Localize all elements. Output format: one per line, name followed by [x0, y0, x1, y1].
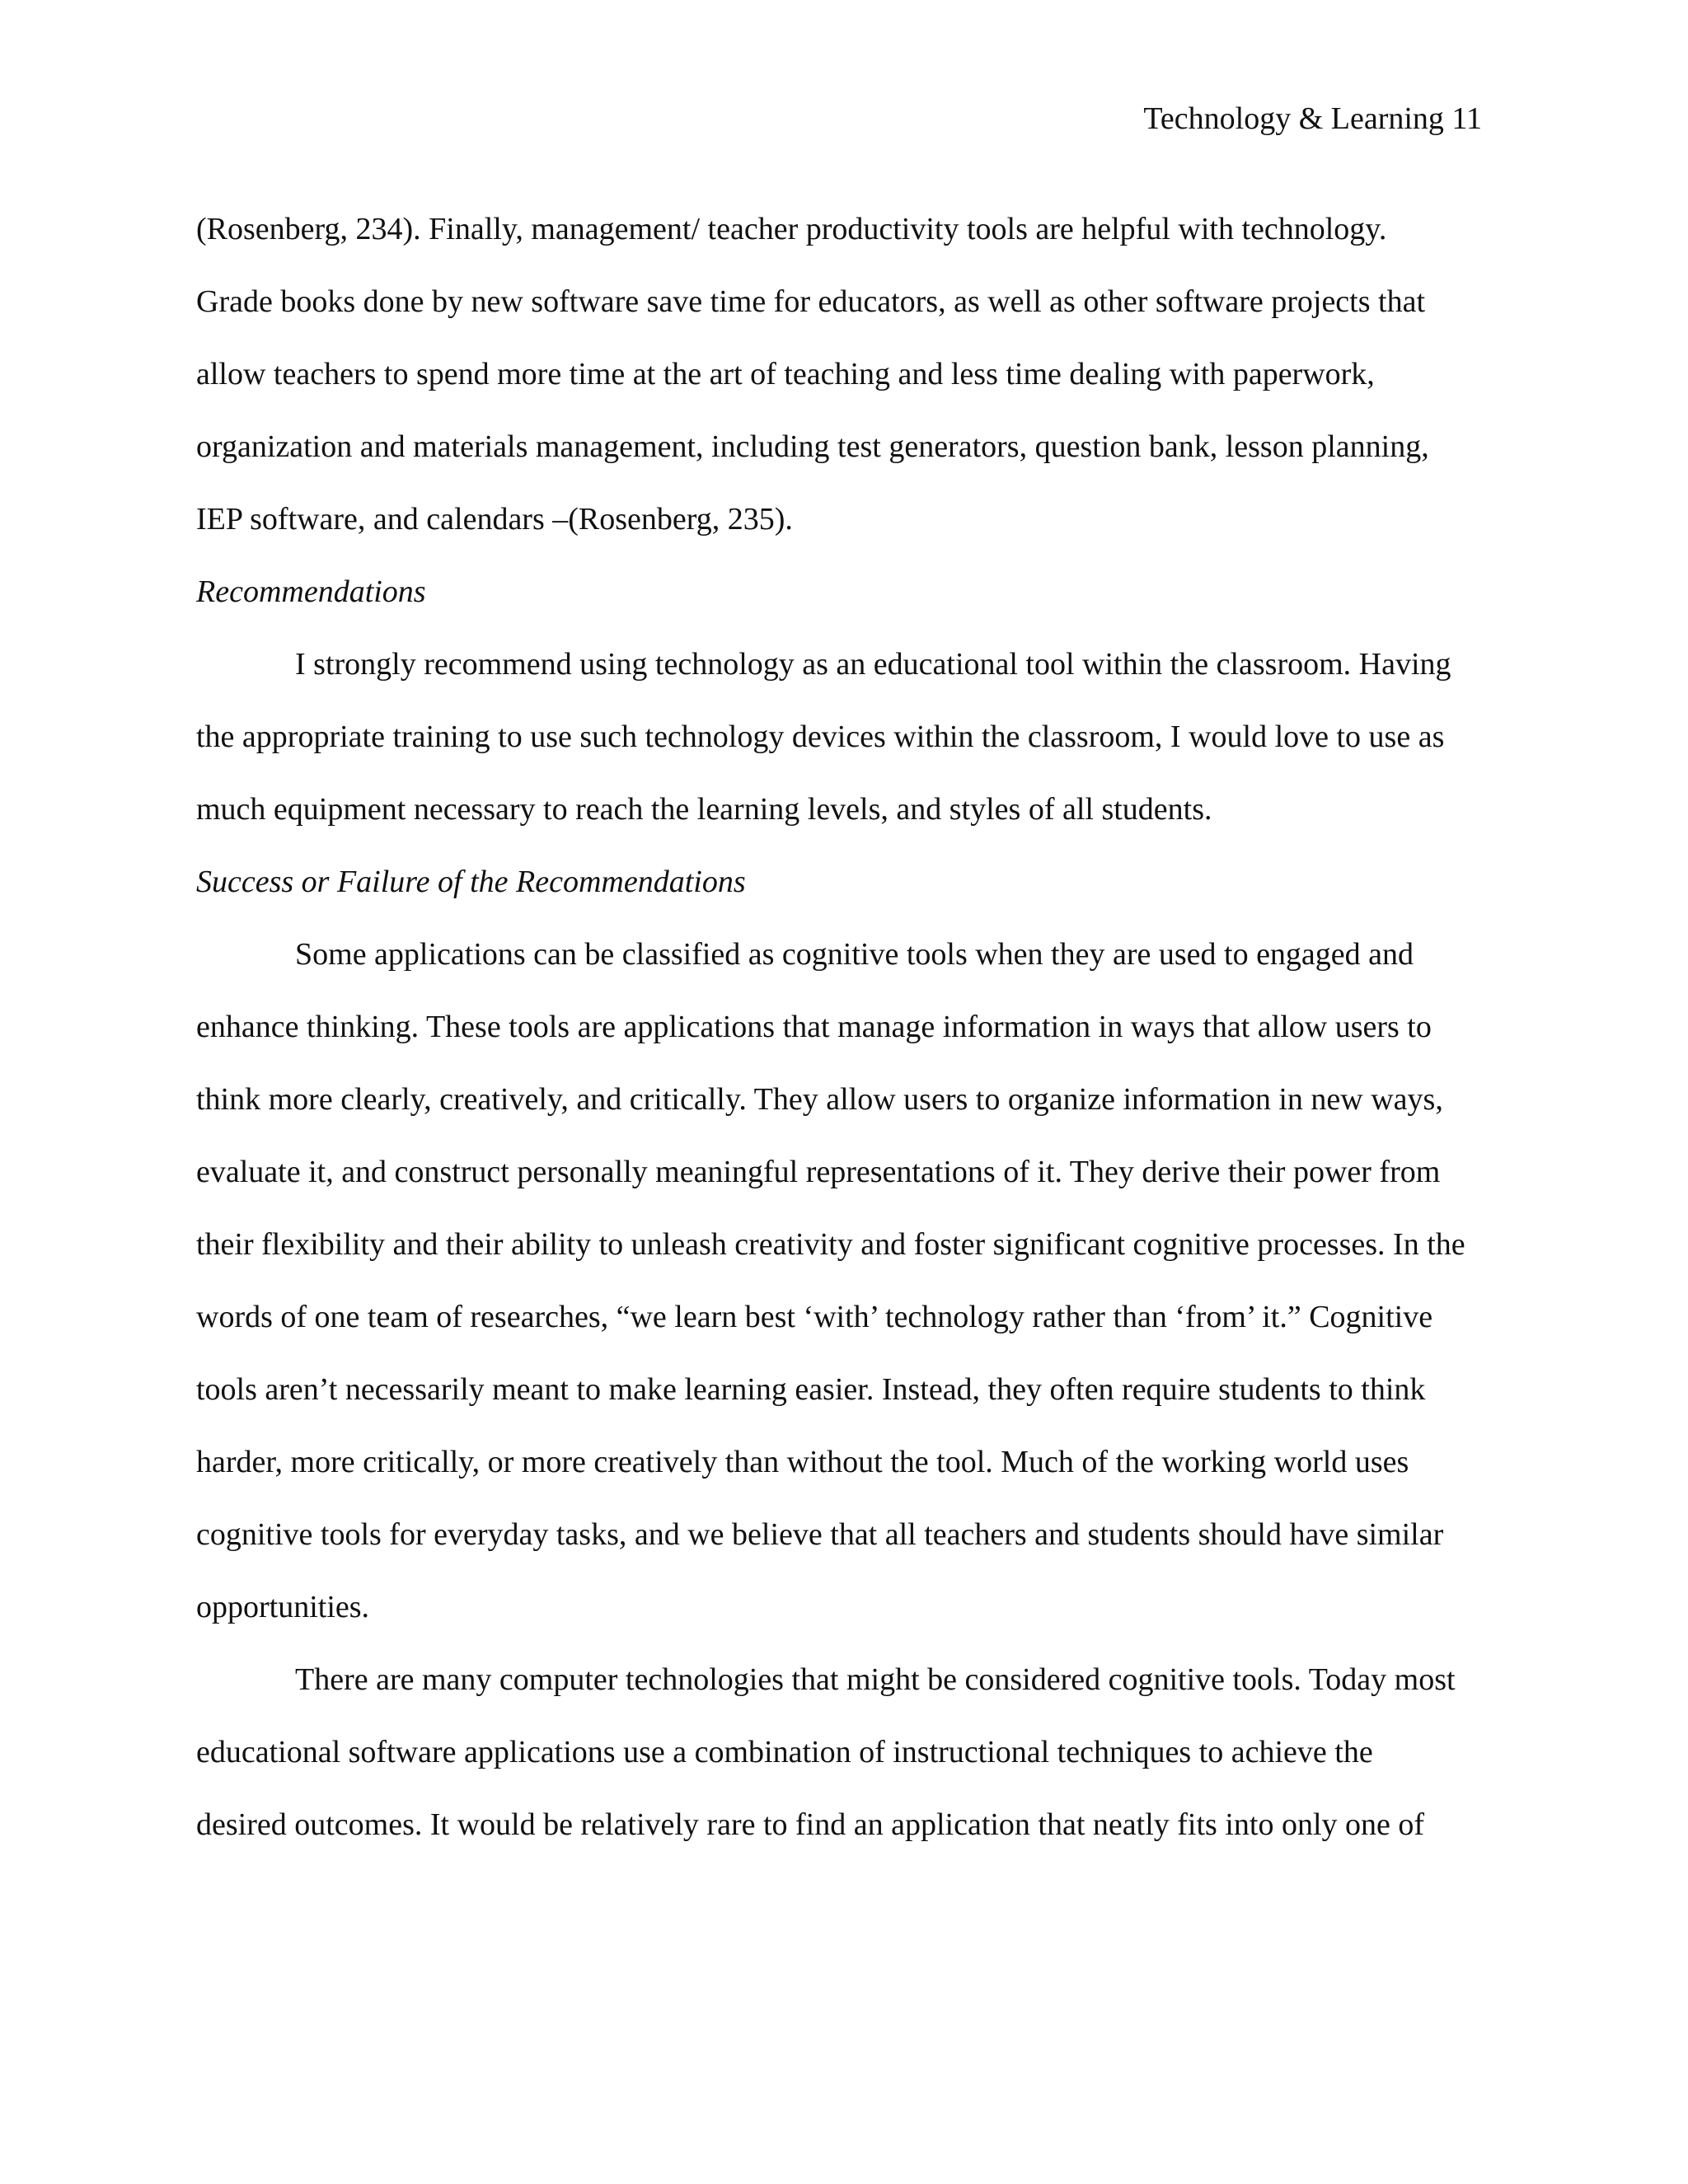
text-line: opportunities.	[196, 1590, 370, 1624]
text-line: (Rosenberg, 234). Finally, management/ teacher productivity tools are helpful with technology.	[196, 212, 1387, 246]
text-line: evaluate it, and construct personally meaningful representations of it. They derive their power from	[196, 1155, 1441, 1189]
text-line: cognitive tools for everyday tasks, and we believe that all teachers and students should have similar	[196, 1517, 1444, 1552]
text-line: think more clearly, creatively, and critically. They allow users to organize information in new ways,	[196, 1082, 1443, 1117]
text-line: Some applications can be classified as cognitive tools when they are used to engaged and	[295, 937, 1414, 972]
text-line: Grade books done by new software save time for educators, as well as other software projects that	[196, 284, 1425, 319]
text-line: There are many computer technologies that might be considered cognitive tools. Today most	[295, 1662, 1456, 1697]
section-heading-success-or-failure: Success or Failure of the Recommendations	[196, 865, 746, 899]
running-head: Technology & Learning 11	[1143, 101, 1482, 136]
text-line: the appropriate training to use such technology devices within the classroom, I would love to use as	[196, 719, 1445, 754]
paragraph-recommendations	[196, 643, 1498, 860]
text-line: IEP software, and calendars –(Rosenberg, 235).	[196, 502, 793, 537]
paragraph-computer-technologies	[196, 1658, 1498, 1876]
text-line: words of one team of researches, “we learn best ‘with’ technology rather than ‘from’ it.” Cognitive	[196, 1300, 1433, 1334]
text-line: enhance thinking. These tools are applications that manage information in ways that allow users to	[196, 1010, 1432, 1044]
text-line: tools aren’t necessarily meant to make learning easier. Instead, they often require students to think	[196, 1372, 1426, 1407]
text-line: harder, more critically, or more creatively than without the tool. Much of the working world uses	[196, 1445, 1409, 1479]
text-line: much equipment necessary to reach the learning levels, and styles of all students.	[196, 792, 1212, 827]
text-line: their flexibility and their ability to unleash creativity and foster significant cognitive processes. In the	[196, 1227, 1465, 1262]
text-line: desired outcomes. It would be relatively rare to find an application that neatly fits into only one of	[196, 1807, 1425, 1842]
text-line: allow teachers to spend more time at the art of teaching and less time dealing with paperwork,	[196, 357, 1375, 391]
paragraph-productivity-tools	[196, 208, 1498, 570]
paragraph-cognitive-tools	[196, 933, 1498, 1658]
text-line: organization and materials management, including test generators, question bank, lesson planning,	[196, 429, 1429, 464]
section-heading-recommendations: Recommendations	[196, 574, 426, 609]
text-line: I strongly recommend using technology as an educational tool within the classroom. Having	[295, 647, 1451, 682]
body-text	[196, 208, 1498, 1876]
text-line: educational software applications use a combination of instructional techniques to achieve the	[196, 1735, 1373, 1769]
